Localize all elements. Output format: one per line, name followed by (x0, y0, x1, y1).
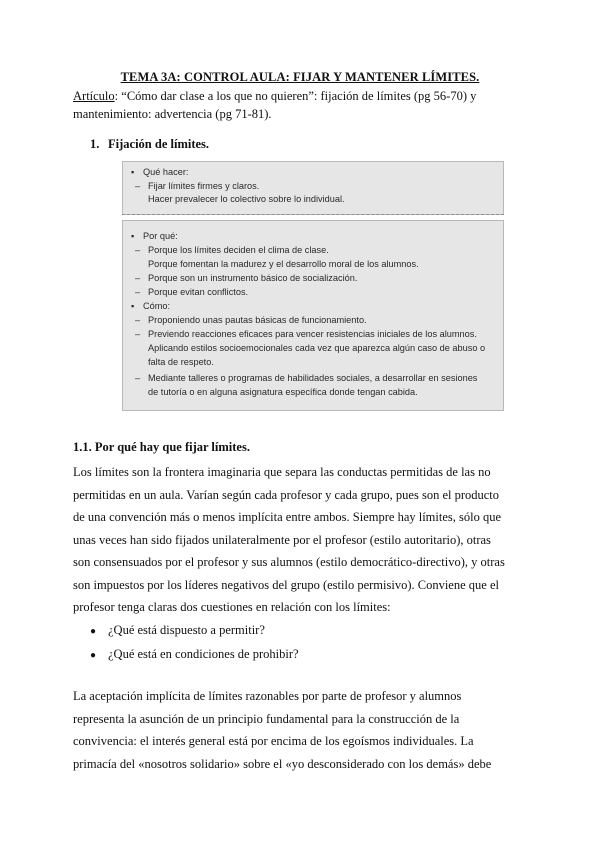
dash-icon: – (135, 329, 141, 339)
dash-icon: – (135, 287, 141, 297)
bullet-icon: ▪ (131, 301, 135, 311)
page-title: TEMA 3A: CONTROL AULA: FIJAR Y MANTENER LÍMITES. (120, 70, 480, 84)
summary-box-que-hacer (122, 161, 504, 215)
text-line: representa la asunción de un principio fundamental para la construcción de la (73, 711, 460, 726)
summary-box-por-que-como (122, 220, 504, 411)
article-reference (73, 87, 533, 123)
indent-line: Aplicando estilos socioemocionales cada vez que aparezca algún caso de abuso o (148, 343, 486, 353)
text-line: de una convención más o menos implícita entre ambos. Siempre hay límites, sólo que (73, 510, 502, 524)
section-1-1-heading: 1.1. Por qué hay que fijar límites. (73, 440, 250, 454)
dash-icon: – (135, 245, 141, 255)
text-line: son consensuados por el profesor y sus alumnos (estilo democrático-directivo), y otras (73, 555, 505, 569)
dash-item: – Previendo reacciones eficaces para vencer resistencias iniciales de los alumnos. (135, 329, 477, 339)
list-item: ● ¿Qué está dispuesto a permitir? (90, 619, 299, 643)
article-label: Artículo (73, 89, 115, 103)
paragraph-aceptacion (73, 685, 535, 775)
bullet-que-hacer: ▪ Qué hacer: (131, 167, 189, 177)
bullet-icon: ▪ (131, 231, 135, 241)
bullet-por-que: ▪ Por qué: (131, 231, 178, 241)
list-item: ● ¿Qué está en condiciones de prohibir? (90, 643, 299, 667)
question-list (90, 619, 299, 667)
text-line: son impuestos por los líderes negativos del grupo (estilo permisivo). Conviene que el (73, 577, 499, 592)
dash-icon: – (135, 273, 141, 283)
text-line: primacía del «nosotros solidario» sobre el «yo desconsiderado con los demás» debe (73, 756, 492, 771)
dash-item: – Porque los límites deciden el clima de clase. (135, 245, 329, 255)
bullet-icon: ● (90, 626, 97, 637)
article-line-1: : “Cómo dar clase a los que no quieren”: fijación de límites (pg 56-70) y (114, 89, 477, 103)
section-1-title: Fijación de límites. (108, 137, 210, 151)
bullet-como: ▪ Cómo: (131, 301, 171, 311)
text-line: permitidas en un aula. Varían según cada profesor y cada grupo, pues son el producto (73, 487, 500, 502)
dash-icon: – (135, 315, 141, 325)
indent-line: de tutoría o en alguna asignatura específica donde tengan cabida. (148, 387, 418, 397)
dashed-divider (122, 214, 504, 215)
text-line: La aceptación implícita de límites razonables por parte de profesor y alumnos (73, 689, 462, 703)
indent-line: Porque fomentan la madurez y el desarrollo moral de los alumnos. (148, 259, 419, 269)
section-1-number: 1. (90, 137, 100, 151)
indent-line: falta de respeto. (148, 357, 214, 367)
text-line: Los límites son la frontera imaginaria que separa las conductas permitidas de las no (73, 465, 491, 479)
indent-line: Hacer prevalecer lo colectivo sobre lo individual. (148, 194, 345, 204)
paragraph-limites (73, 461, 535, 619)
section-1-heading (90, 137, 209, 152)
dash-item: – Porque evitan conflictos. (135, 287, 249, 297)
text-line: convivencia: el interés general está por encima de los egoísmos individuales. La (73, 734, 474, 748)
text-line: unas veces han sido fijados unilateralmente por el profesor (estilo autoritario), otras (73, 532, 491, 547)
dash-item: – Mediante talleres o programas de habilidades sociales, a desarrollar en sesiones (135, 373, 478, 383)
article-line-2: mantenimiento: advertencia (pg 71-81). (73, 107, 272, 121)
bullet-icon: ● (90, 650, 97, 661)
dash-item: – Fijar límites firmes y claros. (135, 181, 260, 191)
text-line: profesor tenga claras dos cuestiones en relación con los límites: (73, 600, 391, 614)
dash-icon: – (135, 373, 141, 383)
dash-item: – Porque son un instrumento básico de socialización. (135, 273, 358, 283)
dash-item: – Proponiendo unas pautas básicas de funcionamiento. (135, 315, 367, 325)
bullet-icon: ▪ (131, 167, 135, 177)
dash-icon: – (135, 181, 141, 191)
